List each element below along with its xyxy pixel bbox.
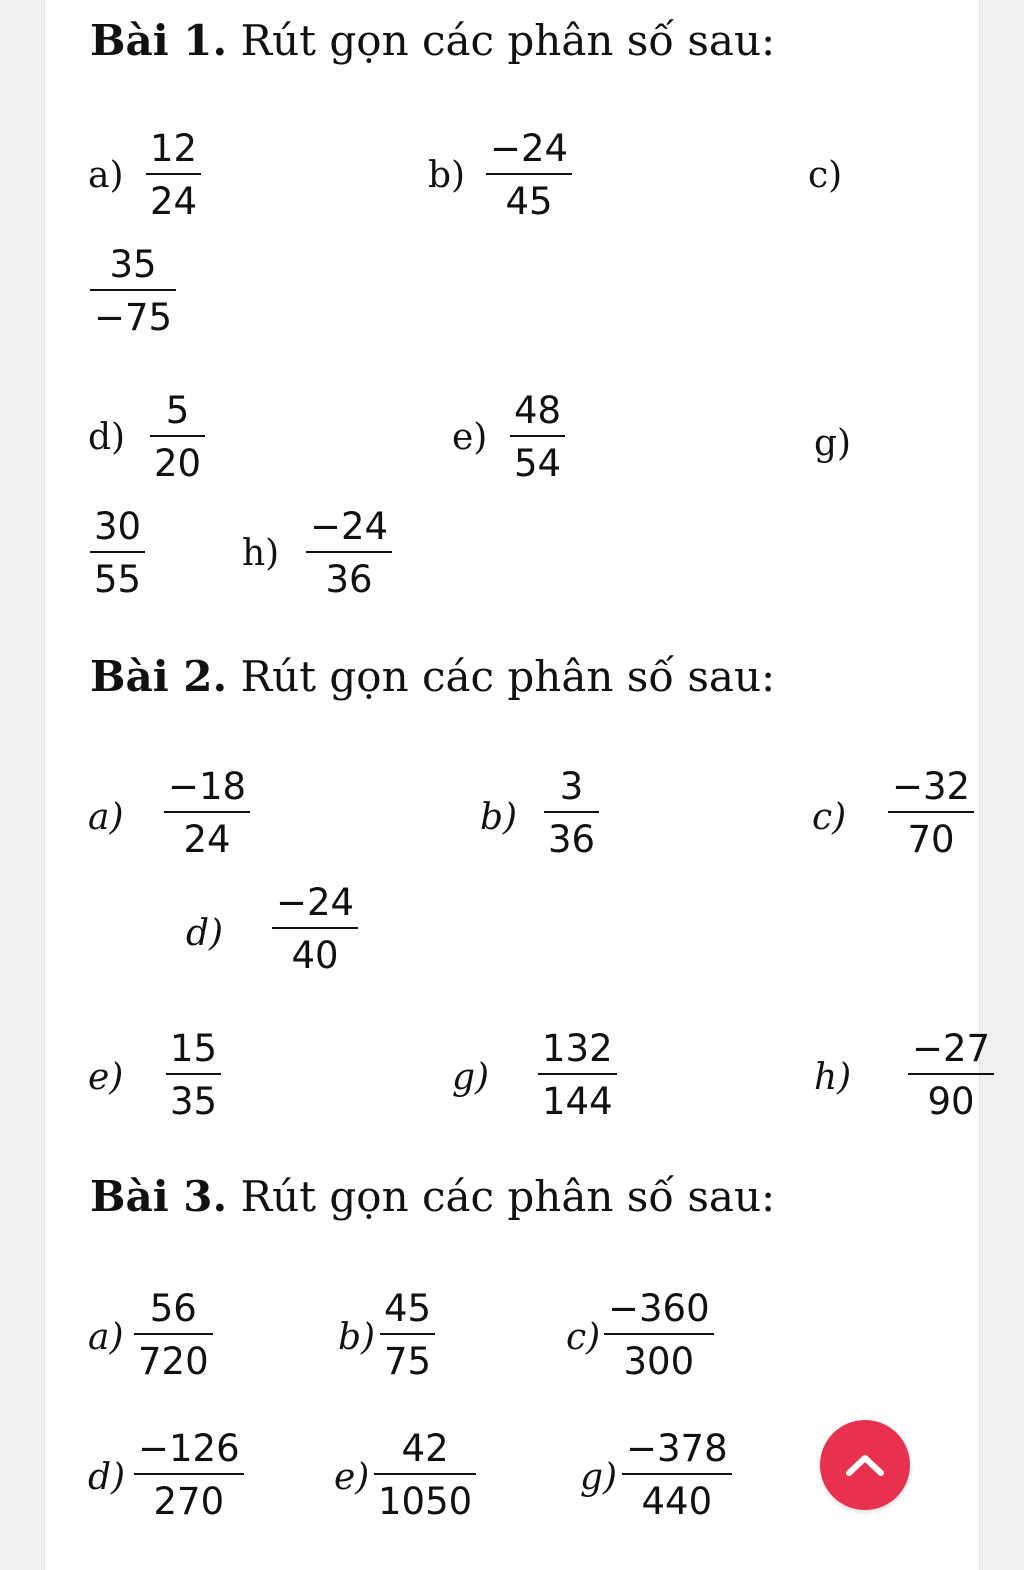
denominator: 70 xyxy=(888,811,974,858)
exercise-2-item-g-fraction xyxy=(538,1027,617,1123)
denominator: 300 xyxy=(604,1333,714,1380)
exercise-3-item-a-label: a) xyxy=(88,1317,124,1358)
denominator: 45 xyxy=(486,173,572,220)
chevron-up-icon xyxy=(843,1451,887,1479)
denominator: 720 xyxy=(134,1333,213,1380)
denominator: 20 xyxy=(150,435,205,482)
denominator: 40 xyxy=(272,927,358,974)
exercise-2-item-b-fraction xyxy=(544,765,599,861)
numerator: 3 xyxy=(559,765,584,808)
exercise-1-title: Bài 1. Rút gọn các phân số sau: xyxy=(90,16,776,65)
exercise-2-item-b-label: b) xyxy=(480,797,518,838)
numerator: −378 xyxy=(626,1427,728,1470)
numerator: 42 xyxy=(401,1427,449,1470)
numerator: 48 xyxy=(514,389,562,432)
exercise-3-item-e-label: e) xyxy=(334,1457,370,1498)
exercise-1-item-c-label: c) xyxy=(808,155,843,196)
numerator: 12 xyxy=(150,127,198,170)
denominator: 270 xyxy=(134,1473,244,1520)
exercise-3-item-d-label: d) xyxy=(88,1457,126,1498)
exercise-3-item-d-fraction xyxy=(134,1427,244,1523)
exercise-1-item-e-fraction xyxy=(510,389,565,485)
exercise-1-item-h-fraction xyxy=(306,505,392,601)
numerator: −24 xyxy=(490,127,569,170)
numerator: −18 xyxy=(168,765,247,808)
denominator: 1050 xyxy=(374,1473,476,1520)
numerator: 30 xyxy=(94,505,142,548)
exercise-3-item-c-label: c) xyxy=(566,1317,601,1358)
exercise-2-item-h-fraction xyxy=(908,1027,994,1123)
numerator: −27 xyxy=(912,1027,991,1070)
exercise-1-item-g-fraction xyxy=(90,505,145,601)
numerator: −32 xyxy=(892,765,971,808)
exercise-3-title: Bài 3. Rút gọn các phân số sau: xyxy=(90,1172,776,1221)
denominator: −75 xyxy=(90,289,176,336)
exercise-1-item-b-label: b) xyxy=(428,155,466,196)
numerator: −126 xyxy=(138,1427,240,1470)
exercise-1-item-a-fraction xyxy=(146,127,201,223)
numerator: 132 xyxy=(542,1027,613,1070)
exercise-3-item-e-fraction xyxy=(374,1427,476,1523)
exercise-2-item-d-label: d) xyxy=(186,913,224,954)
denominator: 75 xyxy=(380,1333,435,1380)
scroll-to-top-button[interactable] xyxy=(820,1420,910,1510)
exercise-1-item-g-label: g) xyxy=(814,423,852,464)
exercise-3-item-b-fraction xyxy=(380,1287,435,1383)
exercise-2-item-a-label: a) xyxy=(88,797,124,838)
numerator: 35 xyxy=(109,243,157,286)
exercise-2-item-h-label: h) xyxy=(814,1057,852,1098)
exercise-3-item-c-fraction xyxy=(604,1287,714,1383)
exercise-2-item-c-label: c) xyxy=(812,797,847,838)
exercise-2-item-d-fraction xyxy=(272,881,358,977)
denominator: 144 xyxy=(538,1073,617,1120)
exercise-1-item-a-label: a) xyxy=(88,155,124,196)
exercise-3-item-g-label: g) xyxy=(580,1457,618,1498)
numerator: 15 xyxy=(170,1027,218,1070)
denominator: 36 xyxy=(544,811,599,858)
denominator: 24 xyxy=(164,811,250,858)
exercise-2-item-a-fraction xyxy=(164,765,250,861)
exercise-2-item-c-fraction xyxy=(888,765,974,861)
exercise-1-item-e-label: e) xyxy=(452,417,488,458)
denominator: 90 xyxy=(908,1073,994,1120)
exercise-1-item-h-label: h) xyxy=(242,533,280,574)
exercise-1-item-b-fraction xyxy=(486,127,572,223)
numerator: 5 xyxy=(165,389,190,432)
exercise-3-item-b-label: b) xyxy=(338,1317,376,1358)
exercise-1-item-d-fraction xyxy=(150,389,205,485)
exercise-2-title: Bài 2. Rút gọn các phân số sau: xyxy=(90,652,776,701)
denominator: 35 xyxy=(166,1073,221,1120)
denominator: 54 xyxy=(510,435,565,482)
exercise-2-item-e-fraction xyxy=(166,1027,221,1123)
exercise-2-item-g-label: g) xyxy=(452,1057,490,1098)
numerator: −24 xyxy=(310,505,389,548)
numerator: −360 xyxy=(608,1287,710,1330)
exercise-3-item-a-fraction xyxy=(134,1287,213,1383)
numerator: −24 xyxy=(276,881,355,924)
numerator: 56 xyxy=(149,1287,197,1330)
exercise-1-item-c-fraction xyxy=(90,243,176,339)
exercise-1-item-d-label: d) xyxy=(88,417,126,458)
denominator: 24 xyxy=(146,173,201,220)
exercise-3-item-g-fraction xyxy=(622,1427,732,1523)
denominator: 36 xyxy=(306,551,392,598)
numerator: 45 xyxy=(384,1287,432,1330)
denominator: 440 xyxy=(622,1473,732,1520)
denominator: 55 xyxy=(90,551,145,598)
exercise-2-item-e-label: e) xyxy=(88,1057,124,1098)
